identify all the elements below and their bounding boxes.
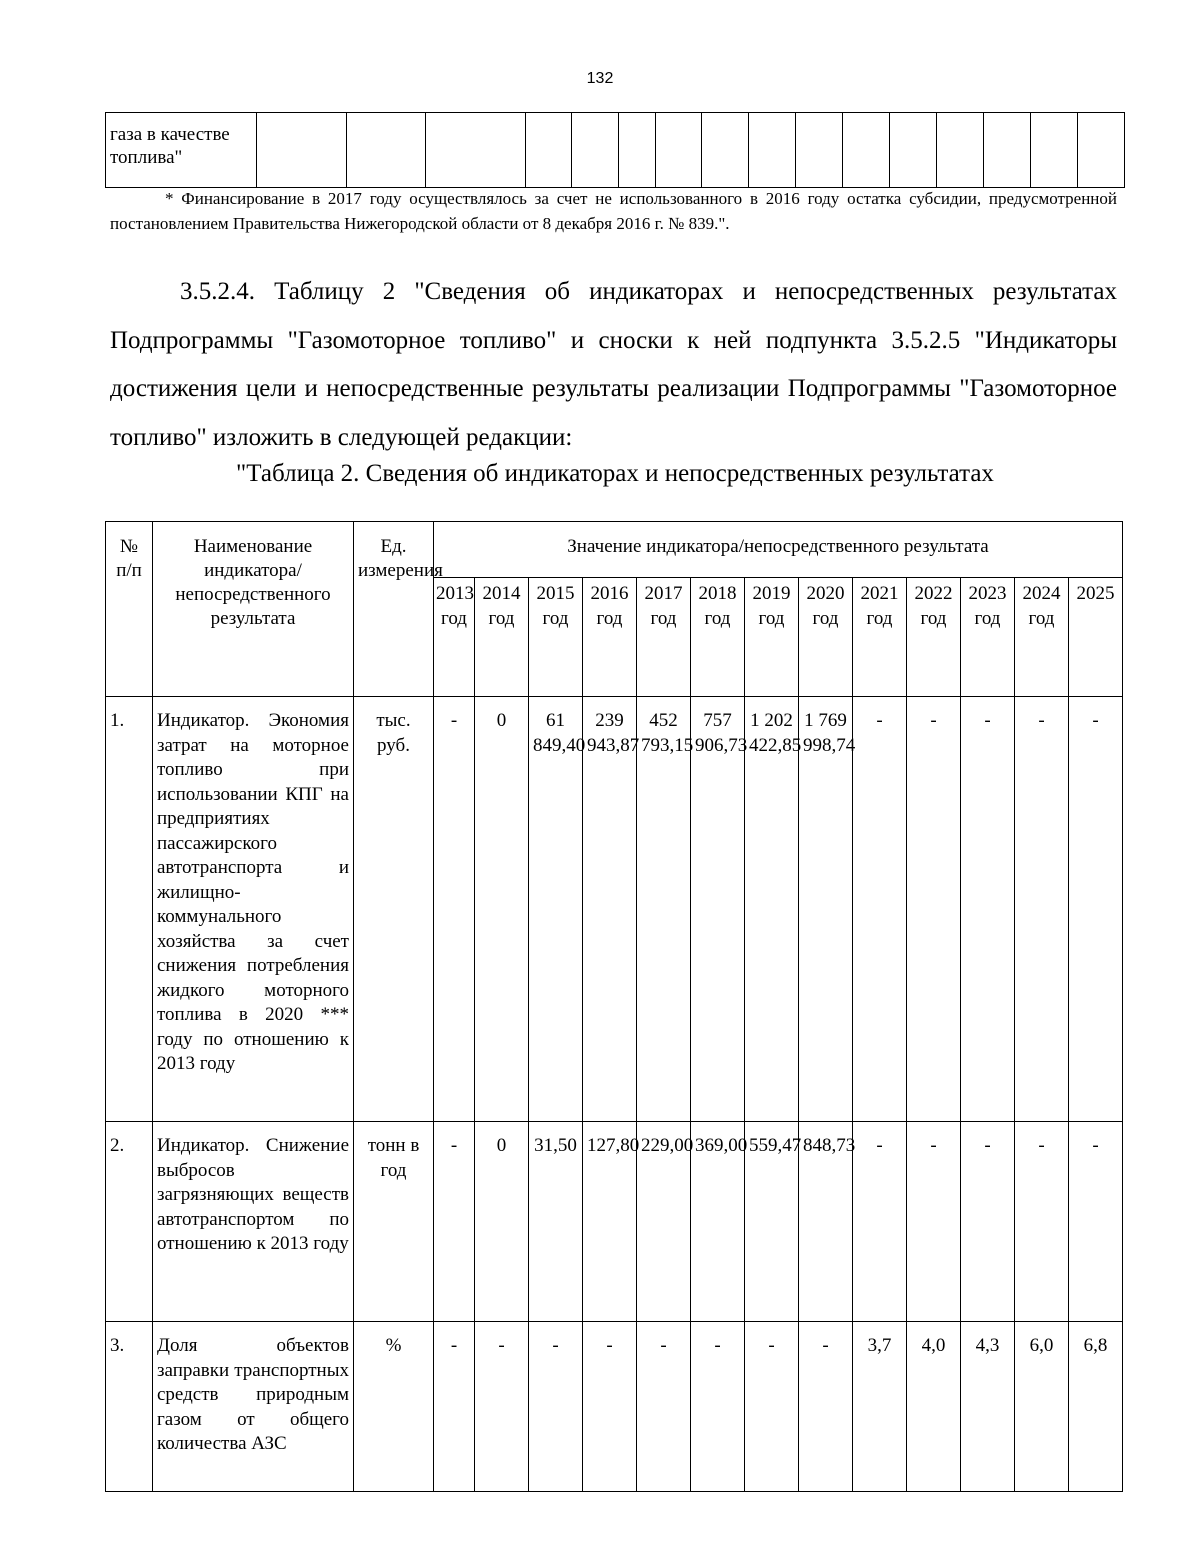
header-num: № п/п bbox=[106, 522, 153, 697]
table-row bbox=[106, 113, 1125, 188]
row-value: - bbox=[434, 1122, 475, 1322]
row-value: - bbox=[799, 1322, 853, 1492]
row-value: 757 906,73 bbox=[691, 697, 745, 1122]
row-num: 2. bbox=[106, 1122, 153, 1322]
row-unit: % bbox=[354, 1322, 434, 1492]
year-cell: 2025 bbox=[1069, 578, 1123, 697]
row-value: 369,00 bbox=[691, 1122, 745, 1322]
row-value: - bbox=[434, 1322, 475, 1492]
page-number: 132 bbox=[586, 70, 614, 87]
row-name: Индикатор. Экономия затрат на моторное топливо при использовании КПГ на предприятиях пассажирского автотранспорта и жилищно-коммунального хозяйства за счет снижения потребления жидкого моторного топлива в 2020 *** году по отношению к 2013 году bbox=[153, 697, 354, 1122]
row-value: - bbox=[853, 1122, 907, 1322]
row-value: 4,0 bbox=[907, 1322, 961, 1492]
row-value: 848,73 bbox=[799, 1122, 853, 1322]
row-value: 6,0 bbox=[1015, 1322, 1069, 1492]
row-value: - bbox=[583, 1322, 637, 1492]
table-row bbox=[106, 1122, 1123, 1322]
row-value: 0 bbox=[475, 697, 529, 1122]
row-unit: тыс. руб. bbox=[354, 697, 434, 1122]
continued-table bbox=[105, 112, 1125, 188]
row-value: - bbox=[691, 1322, 745, 1492]
year-cell: 2021 год bbox=[853, 578, 907, 697]
header-unit: Ед. измерения bbox=[354, 522, 434, 697]
row-value: 31,50 bbox=[529, 1122, 583, 1322]
row-value: - bbox=[1069, 697, 1123, 1122]
row-name: Индикатор. Снижение выбросов загрязняющих веществ автотранспортом по отношению к 2013 году bbox=[153, 1122, 354, 1322]
table-title: "Таблица 2. Сведения об индикаторах и непосредственных результатах bbox=[236, 460, 994, 487]
amendment-paragraph: 3.5.2.4. Таблицу 2 "Сведения об индикаторах и непосредственных результатах Подпрограммы "Газомоторное топливо" и сноски к ней подпункта 3.5.2.5 "Индикаторы достижения цели и непосредственные результаты реализации Подпрограммы "Газомоторное топливо" изложить в следующей редакции: bbox=[110, 278, 1117, 451]
row-value: 239 943,87 bbox=[583, 697, 637, 1122]
footnote: * Финансирование в 2017 году осуществлялось за счет не использованного в 2016 году остатка субсидии, предусмотренной постановлением Правительства Нижегородской области от 8 декабря 2016 г. № 839.". bbox=[110, 189, 1117, 233]
row-value: 559,47 bbox=[745, 1122, 799, 1322]
row-value: 3,7 bbox=[853, 1322, 907, 1492]
indicators-table bbox=[105, 521, 1123, 1492]
year-cell: 2022 год bbox=[907, 578, 961, 697]
row-name: Доля объектов заправки транспортных средств природным газом от общего количества АЗС bbox=[153, 1322, 354, 1492]
year-cell: 2016 год bbox=[583, 578, 637, 697]
row-num: 3. bbox=[106, 1322, 153, 1492]
row-value: - bbox=[1015, 697, 1069, 1122]
year-cell: 2018 год bbox=[691, 578, 745, 697]
row-value: 4,3 bbox=[961, 1322, 1015, 1492]
row-value: - bbox=[434, 697, 475, 1122]
year-cell: 2023 год bbox=[961, 578, 1015, 697]
header-name: Наименование индикатора/непосредственного результата bbox=[153, 522, 354, 697]
row-value: - bbox=[907, 1122, 961, 1322]
row-value: - bbox=[529, 1322, 583, 1492]
row-unit: тонн в год bbox=[354, 1122, 434, 1322]
row-value: - bbox=[637, 1322, 691, 1492]
table-row bbox=[106, 1322, 1123, 1492]
row-num: 1. bbox=[106, 697, 153, 1122]
row-value: 127,80 bbox=[583, 1122, 637, 1322]
row-value: 229,00 bbox=[637, 1122, 691, 1322]
year-cell: 2020 год bbox=[799, 578, 853, 697]
row-value: - bbox=[961, 697, 1015, 1122]
year-cell: 2014 год bbox=[475, 578, 529, 697]
table-row bbox=[106, 697, 1123, 1122]
header-values: Значение индикатора/непосредственного результата bbox=[434, 522, 1123, 578]
row-value: 1 769 998,74 bbox=[799, 697, 853, 1122]
row-value: 1 202 422,85 bbox=[745, 697, 799, 1122]
row-value: - bbox=[907, 697, 961, 1122]
row-value: 0 bbox=[475, 1122, 529, 1322]
year-cell: 2017 год bbox=[637, 578, 691, 697]
row-value: 61 849,40 bbox=[529, 697, 583, 1122]
row-value: - bbox=[1015, 1122, 1069, 1322]
year-cell: 2024 год bbox=[1015, 578, 1069, 697]
year-cell: 2019 год bbox=[745, 578, 799, 697]
row-value: 452 793,15 bbox=[637, 697, 691, 1122]
row-value: - bbox=[961, 1122, 1015, 1322]
row-value: - bbox=[853, 697, 907, 1122]
header-row bbox=[106, 522, 1123, 578]
table-cell: газа в качестве топлива" bbox=[106, 113, 257, 188]
row-value: - bbox=[1069, 1122, 1123, 1322]
row-value: - bbox=[475, 1322, 529, 1492]
year-cell: 2013 год bbox=[434, 578, 475, 697]
row-value: 6,8 bbox=[1069, 1322, 1123, 1492]
row-value: - bbox=[745, 1322, 799, 1492]
year-cell: 2015 год bbox=[529, 578, 583, 697]
